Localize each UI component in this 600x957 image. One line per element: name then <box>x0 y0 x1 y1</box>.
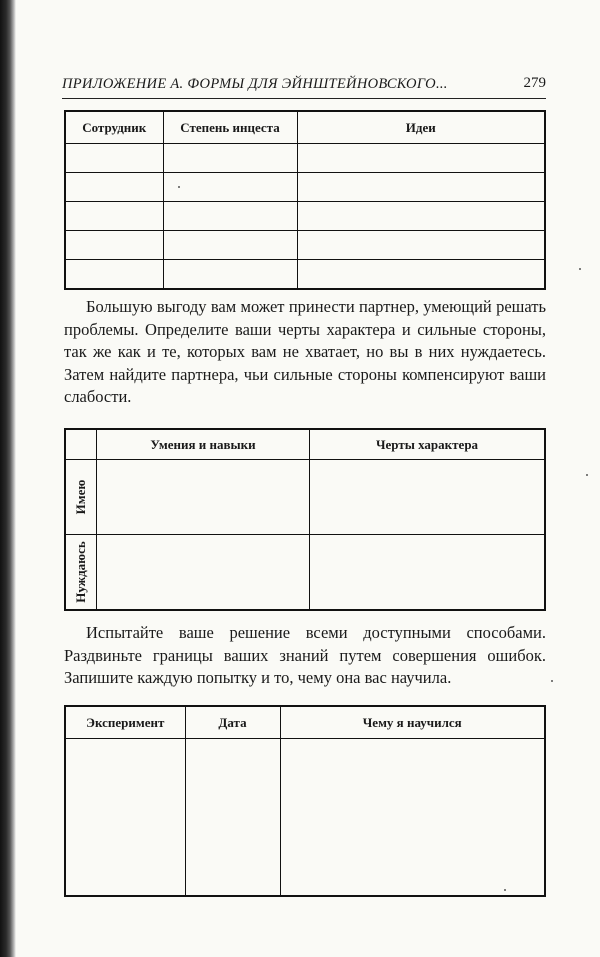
paper-speck <box>586 474 588 476</box>
table-cell[interactable] <box>297 202 545 231</box>
table-cell[interactable] <box>97 535 310 611</box>
partner-paragraph: Большую выгоду вам может принести партнер, умеющий решать проблемы. Определите ваши черты характера и сильные стороны, так же как и те, которых вам не хватает, но вы в них нуждаетесь. Затем найдите партнера, чьи сильные стороны компенсируют ваши слабости. <box>64 297 546 406</box>
table-cell[interactable] <box>163 260 297 290</box>
table-header-row <box>65 111 545 144</box>
skills-traits-table <box>64 428 546 611</box>
row-label-need-text: Нуждаюсь <box>73 541 88 603</box>
table-cell[interactable] <box>163 202 297 231</box>
table-header-row <box>65 706 545 739</box>
table-row-have <box>65 460 545 535</box>
table-cell[interactable] <box>97 460 310 535</box>
table-row <box>65 739 545 897</box>
table-cell[interactable] <box>65 202 163 231</box>
table-row <box>65 173 545 202</box>
table-cell[interactable] <box>297 231 545 260</box>
column-header-traits: Черты характера <box>310 429 546 460</box>
table-row <box>65 260 545 290</box>
paper-speck <box>551 680 553 682</box>
column-header-skills: Умения и навыки <box>97 429 310 460</box>
table-cell[interactable] <box>185 739 280 897</box>
column-header-experiment: Эксперимент <box>65 706 185 739</box>
table-cell[interactable] <box>297 144 545 173</box>
table-cell[interactable] <box>65 260 163 290</box>
table-row-need <box>65 535 545 611</box>
paper-speck <box>178 186 180 188</box>
paper-speck <box>504 889 506 891</box>
row-label-need <box>65 535 97 611</box>
running-head-title: ПРИЛОЖЕНИЕ А. ФОРМЫ ДЛЯ ЭЙНШТЕЙНОВСКОГО... <box>62 76 448 92</box>
column-header-learned: Чему я научился <box>280 706 545 739</box>
table-cell[interactable] <box>65 739 185 897</box>
row-label-have <box>65 460 97 535</box>
paper-speck <box>579 268 581 270</box>
table-row <box>65 202 545 231</box>
experiment-paragraph: Испытайте ваше решение всеми доступными способами. Раздвиньте границы ваших знаний путем совершения ошибок. Запишите каждую попытку и то, чему она вас научила. <box>64 623 546 687</box>
column-header-colleague: Сотрудник <box>65 111 163 144</box>
book-binding-shadow <box>0 0 16 957</box>
column-header-date: Дата <box>185 706 280 739</box>
table-cell[interactable] <box>310 460 546 535</box>
column-header-ideas: Идеи <box>297 111 545 144</box>
column-header-incest-degree: Степень инцеста <box>163 111 297 144</box>
table-cell[interactable] <box>163 144 297 173</box>
table-row <box>65 231 545 260</box>
corner-cell <box>65 429 97 460</box>
running-head <box>62 76 546 99</box>
row-label-have-text: Имею <box>73 479 88 515</box>
table-cell[interactable] <box>163 231 297 260</box>
table-cell[interactable] <box>310 535 546 611</box>
table-cell[interactable] <box>297 260 545 290</box>
page-number: 279 <box>523 75 546 91</box>
colleague-ideas-table <box>64 110 546 290</box>
table-header-row <box>65 429 545 460</box>
table-cell[interactable] <box>297 173 545 202</box>
table-row <box>65 144 545 173</box>
table-cell[interactable] <box>65 144 163 173</box>
experiment-log-table <box>64 705 546 897</box>
table-cell[interactable] <box>65 231 163 260</box>
table-cell[interactable] <box>280 739 545 897</box>
table-cell[interactable] <box>163 173 297 202</box>
table-cell[interactable] <box>65 173 163 202</box>
